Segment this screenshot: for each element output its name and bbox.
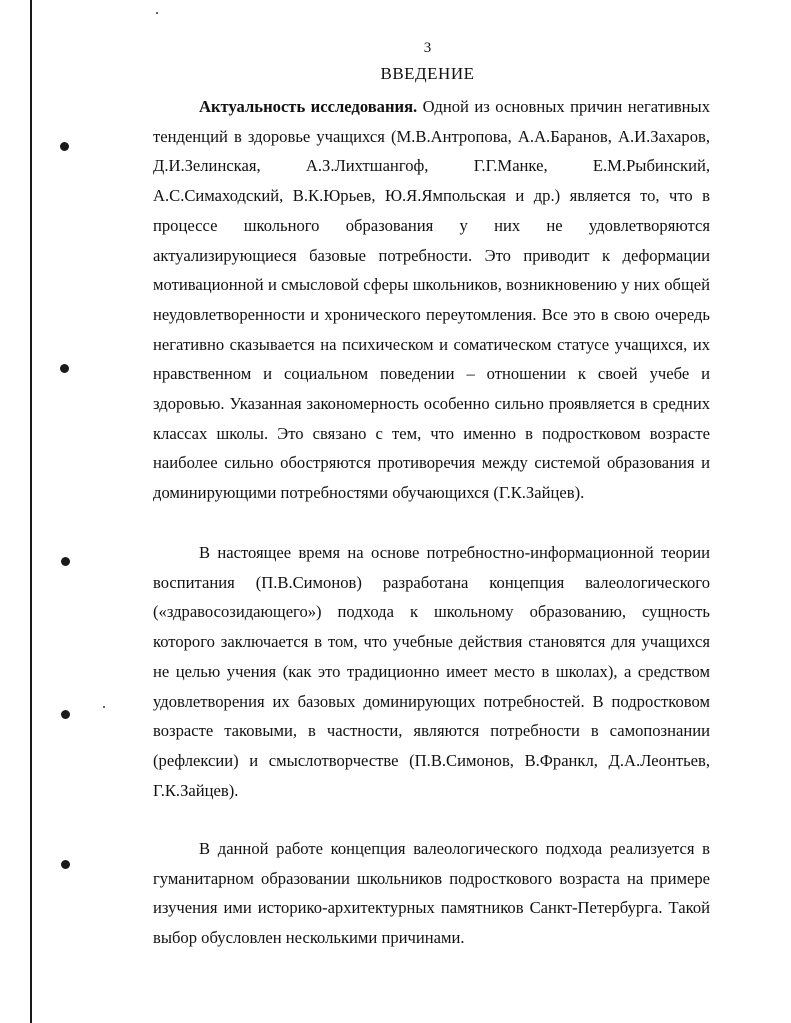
scan-speck — [156, 12, 158, 14]
binder-hole — [60, 142, 69, 151]
binder-hole — [61, 557, 70, 566]
scan-speck — [103, 706, 105, 708]
binder-hole — [61, 860, 70, 869]
binder-hole — [61, 710, 70, 719]
binder-hole — [60, 364, 69, 373]
paragraph-text: Одной из основных причин негативных тенденций в здоровье учащихся (М.В.Антропова, А.А.Баранов, А.И.Захаров, Д.И.Зелинская, А.З.Лихтшангоф, Г.Г.Манке, Е.М.Рыбинский, А.С.Симаходский, В.К.Юрьев, Ю.Я.Ямпольская и др.) является то, что в процессе школьного образования у них не удовлетворяются актуализирующиеся базовые потребности. Это приводит к деформации мотивационной и смысловой сферы школьников, возникновению у них общей неудовлетворенности и хронического переутомления. Все это в свою очередь негативно сказывается на психическом и соматическом статусе учащихся, их нравственном и социальном поведении – отношении к своей учебе и здоровью. Указанная закономерность особенно сильно проявляется в средних классах школы. Это связано с тем, что именно в подростковом возрасте наиболее сильно обостряются противоречия между системой образования и доминирующими потребностями обучающихся (Г.К.Зайцев). — [153, 97, 710, 503]
paragraph-concept — [153, 538, 710, 805]
paragraph-implementation — [153, 834, 710, 953]
page-number: 3 — [423, 40, 432, 56]
paragraph-lead: Актуальность исследования. — [199, 97, 418, 116]
section-heading: ВВЕДЕНИЕ — [380, 64, 475, 83]
page-left-border — [30, 0, 32, 1023]
paragraph-relevance — [153, 92, 710, 508]
paragraph-text: В настоящее время на основе потребностно-информационной теории воспитания (П.В.Симонов) разработана концепция валеологического («здравосозидающего») подхода к школьному образованию, сущность которого заключается в том, что учебные действия становятся для учащихся не целью учения (как это традиционно имеет место в школах), а средством удовлетворения их базовых доминирующих потребностей. В подростковом возрасте таковыми, в частности, являются потребности в самопознании (рефлексии) и смыслотворчестве (П.В.Симонов, В.Франкл, Д.А.Леонтьев, Г.К.Зайцев). — [153, 543, 710, 800]
paragraph-text: В данной работе концепция валеологического подхода реализуется в гуманитарном образовании школьников подросткового возраста на примере изучения ими историко-архитектурных памятников Санкт-Петербурга. Такой выбор обусловлен несколькими причинами. — [153, 839, 710, 948]
